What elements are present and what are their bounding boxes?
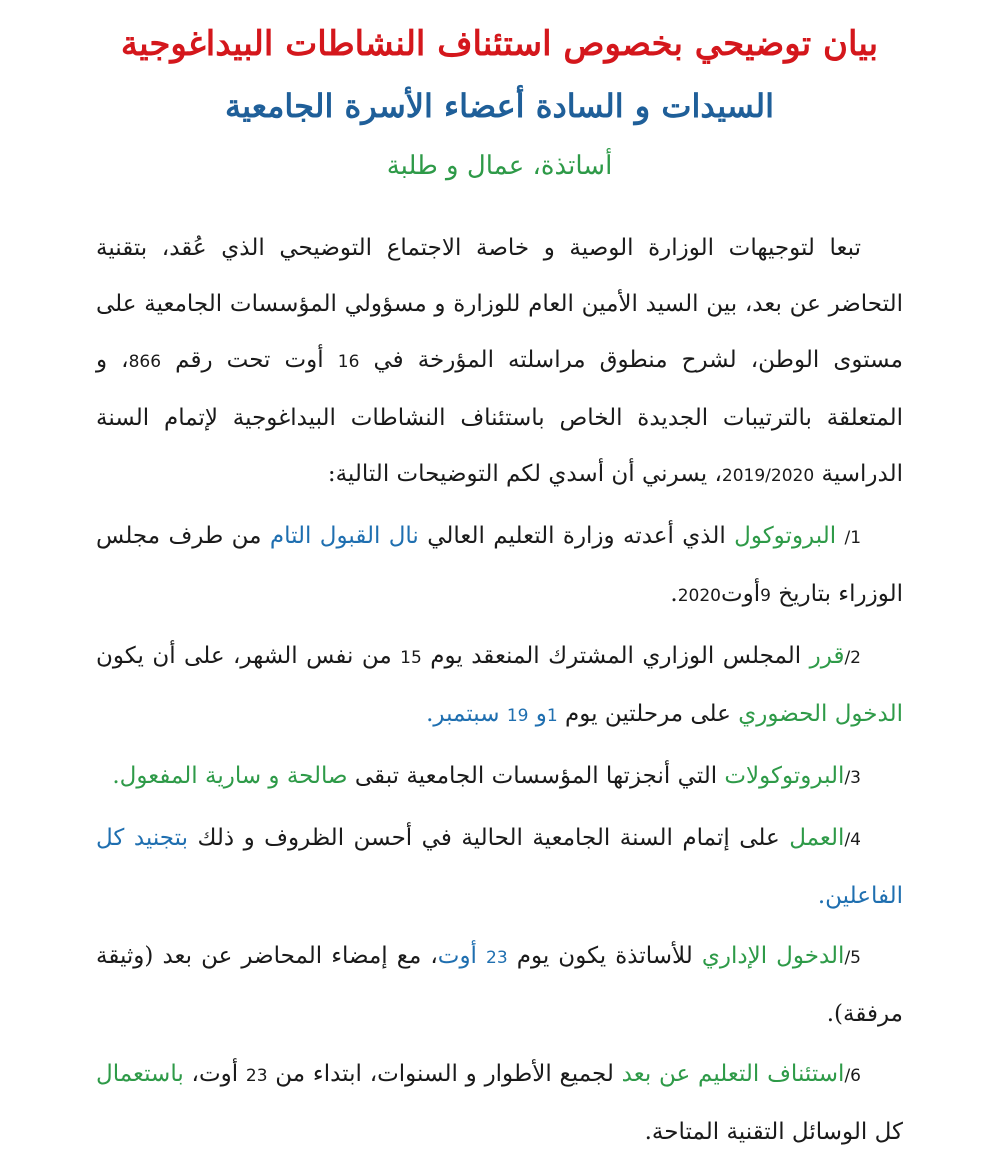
item-text-segment: المجلس الوزاري المشترك المنعقد يوم: [421, 643, 810, 670]
item-number: 3/: [844, 768, 861, 789]
item-text-segment: أوت: [437, 943, 487, 970]
item-text-segment: أوت: [720, 581, 761, 608]
document-body: [96, 220, 903, 1160]
item-text-segment: سبتمبر.: [426, 701, 507, 728]
item-text-segment: البروتوكول: [734, 523, 837, 550]
item-text-segment: البروتوكولات: [724, 763, 845, 790]
intro-text-4: ، يسرني أن أسدي لكم التوضيحات التالية:: [327, 461, 722, 488]
item-text-segment: نال القبول التام: [269, 523, 419, 550]
item-text-segment: و: [528, 701, 547, 728]
item-text-segment: بتجنيد كل الفاعلين.: [96, 825, 903, 910]
item-number: 2/: [844, 648, 861, 669]
item-text-segment: على مرحلتين يوم: [557, 701, 739, 728]
item-text-segment: من طرف مجلس الوزراء بتاريخ: [96, 523, 903, 608]
item-text-segment: كل الوسائل التقنية المتاحة.: [644, 1119, 903, 1146]
item-text-segment: 1: [546, 706, 558, 727]
items-list: [96, 508, 903, 1160]
item-text-segment: الذي أعدته وزارة التعليم العالي: [418, 523, 735, 550]
item-text-segment: .: [670, 581, 678, 608]
intro-paragraph: [96, 220, 903, 504]
list-item: [96, 1046, 903, 1160]
intro-ref-number: 866: [128, 352, 162, 373]
list-item: [96, 810, 903, 924]
intro-text-3: ، و المتعلقة بالترتيبات الجديدة الخاص باستئناف النشاطات البيداغوجية لإتمام السنة الدراسية: [96, 347, 903, 488]
document-subtitle: السيدات و السادة أعضاء الأسرة الجامعية: [224, 86, 775, 125]
item-text-segment: التي أنجزتها المؤسسات الجامعية تبقى: [347, 763, 725, 790]
item-text-segment: قرر: [809, 643, 845, 670]
item-text-segment: أوت،: [183, 1061, 246, 1088]
item-number: 1/: [844, 528, 862, 549]
item-text-segment: 9: [760, 586, 771, 607]
item-text-segment: الدخول الحضوري: [738, 701, 903, 728]
list-item: [96, 928, 903, 1042]
audience-line: أساتذة، عمال و طلبة: [386, 151, 613, 182]
item-text-segment: ، مع إمضاء المحاضر عن بعد (وثيقة مرفقة).: [96, 943, 903, 1028]
item-text-segment: 2020: [677, 586, 721, 607]
item-text-segment: باستعمال: [96, 1061, 184, 1088]
item-number: 5/: [844, 948, 861, 969]
item-text-segment: 23: [245, 1066, 268, 1087]
list-item: [96, 628, 903, 744]
item-text-segment: استئناف التعليم عن بعد: [621, 1061, 845, 1088]
intro-date-day: 16: [337, 352, 360, 373]
item-text-segment: صالحة و سارية المفعول.: [112, 763, 348, 790]
item-text-segment: للأساتذة يكون يوم: [507, 943, 702, 970]
list-item: [96, 508, 903, 624]
item-text-segment: من نفس الشهر، على أن يكون: [96, 643, 401, 670]
intro-text-1: تبعا لتوجيهات الوزارة الوصية و خاصة الاجتماع التوضيحي الذي عُقد، بتقنية التحاضر عن بعد، بين السيد الأمين العام للوزارة و مسؤولي المؤسسات الجامعية على مستوى الوطن، لشرح منطوق مراسلته المؤرخة في: [96, 235, 903, 374]
item-text-segment: 23: [486, 948, 508, 969]
item-number: 4/: [844, 830, 861, 851]
intro-text-2: أوت تحت رقم: [161, 347, 338, 374]
document-title: بيان توضيحي بخصوص استئناف النشاطات البيداغوجية: [120, 24, 879, 64]
item-text-segment: 19: [506, 706, 529, 727]
intro-year: 2019/2020: [721, 466, 815, 487]
item-text-segment: الدخول الإداري: [701, 943, 845, 970]
item-text-segment: العمل: [789, 825, 845, 852]
item-text-segment: لجميع الأطوار و السنوات، ابتداء من: [267, 1061, 622, 1088]
item-text-segment: على إتمام السنة الجامعية الحالية في أحسن الظروف و ذلك: [188, 825, 790, 852]
item-number: 6/: [844, 1066, 861, 1087]
item-text-segment: 15: [400, 648, 422, 669]
list-item: [96, 748, 903, 806]
